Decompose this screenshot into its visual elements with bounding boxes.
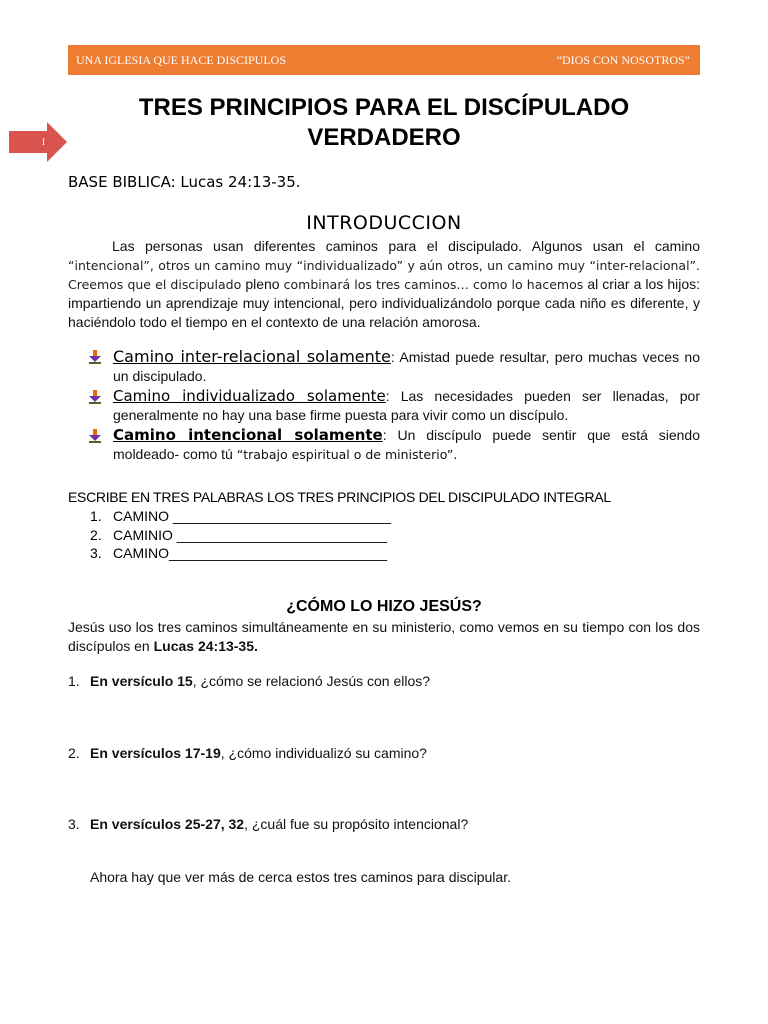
bullet-alt-text: “trabajo espiritual o de ministerio”. [236,447,458,462]
bullet-text: Las necesidades pueden ser llenadas, por generalmente no hay una base firme puesta para vivir como un discípulo. [113,388,700,423]
question-1 [68,673,430,689]
question-ref: En versículos 17-19 [90,745,221,761]
question-text: , ¿cómo se relacionó Jesús con ellos? [192,673,431,689]
header-banner [68,45,700,75]
question-3 [68,816,468,832]
jesus-text: Jesús uso los tres caminos simultáneamente en su ministerio, como vemos en su tiempo con los dos discípulos en [68,619,700,654]
intro-p3: al criar a los hijos: impartiendo un aprendizaje muy intencional, pero individualizándolo porque cada niño es diferente, y haciéndolo todo el tiempo en el contexto de una relación amorosa. [68,276,701,330]
camino-blank: CAMINIO ___________________________ [113,526,388,543]
pointer-down-icon [88,350,102,364]
bullet-sep: : [390,349,395,365]
item-number: 3. [68,816,80,832]
bullet-text: Amistad puede resultar, pero muchas veces no un discipulado. [113,349,700,384]
bullet-lead: Camino inter-relacional solamente [113,347,391,366]
camino-blank: CAMINO ____________________________ [113,508,391,524]
bullet-text: Un discípulo puede sentir que está siendo moldeado- como tú [113,427,700,462]
item-number: 2. [68,745,80,761]
item-number: 3. [90,545,102,561]
list-item [90,544,391,563]
list-item [88,387,700,425]
title-line-2: VERDADERO [307,124,461,151]
question-2 [68,745,427,761]
arrow-mark: I [42,137,45,147]
item-number: 2. [90,526,102,543]
bullet-sep: : [385,388,390,404]
pointer-down-icon [88,429,102,443]
intro-p2: “intencional”, otros un camino muy “individualizado” y aún otros, un camino muy “inter-relacional”. Creemos que el discipulado [68,258,700,292]
intro-paragraph [68,237,700,332]
list-item [90,526,391,545]
intro-p1: Las personas usan diferentes caminos para el discipulado. Algunos usan el camino [112,238,700,254]
intro-p2-bold: pleno [245,276,280,292]
intro-p2-tail: combinará los tres caminos… como lo hacemos [283,277,584,292]
question-text: , ¿cuál fue su propósito intencional? [244,816,469,832]
right-arrow-icon [9,122,67,162]
instruction-text: ESCRIBE EN TRES PALABRAS LOS TRES PRINCIPIOS DEL DISCIPULADO INTEGRAL [68,489,611,505]
list-item [88,426,700,464]
bullet-lead: Camino intencional solamente [113,426,383,444]
jesus-heading: ¿CÓMO LO HIZO JESÚS? [286,598,482,615]
bullet-lead: Camino individualizado solamente [113,387,386,405]
bullet-sep: : [382,427,387,443]
question-text: , ¿cómo individualizó su camino? [220,745,427,761]
camino-blank: CAMINO____________________________ [113,545,388,561]
jesus-ref: Lucas 24:13-35. [153,638,258,654]
intro-heading: INTRODUCCION [306,212,462,234]
pointer-down-icon [88,390,102,404]
list-item [90,507,391,526]
camino-fill-list [90,507,391,563]
header-left-text: UNA IGLESIA QUE HACE DISCIPULOS [76,52,287,67]
item-number: 1. [68,673,80,689]
item-number: 1. [90,508,102,524]
base-biblica: BASE BIBLICA: Lucas 24:13-35. [68,173,301,191]
question-ref: En versículo 15 [90,673,193,689]
question-ref: En versículos 25-27, 32 [90,816,245,832]
title-line-1: TRES PRINCIPIOS PARA EL DISCÍPULADO [138,94,630,121]
header-right-text: “DIOS CON NOSOTROS” [556,52,690,67]
caminos-bullet-list [88,347,700,464]
jesus-paragraph [68,618,700,656]
closing-text: Ahora hay que ver más de cerca estos tres caminos para discipular. [90,869,511,885]
page-title [68,93,700,153]
list-item [88,347,700,386]
